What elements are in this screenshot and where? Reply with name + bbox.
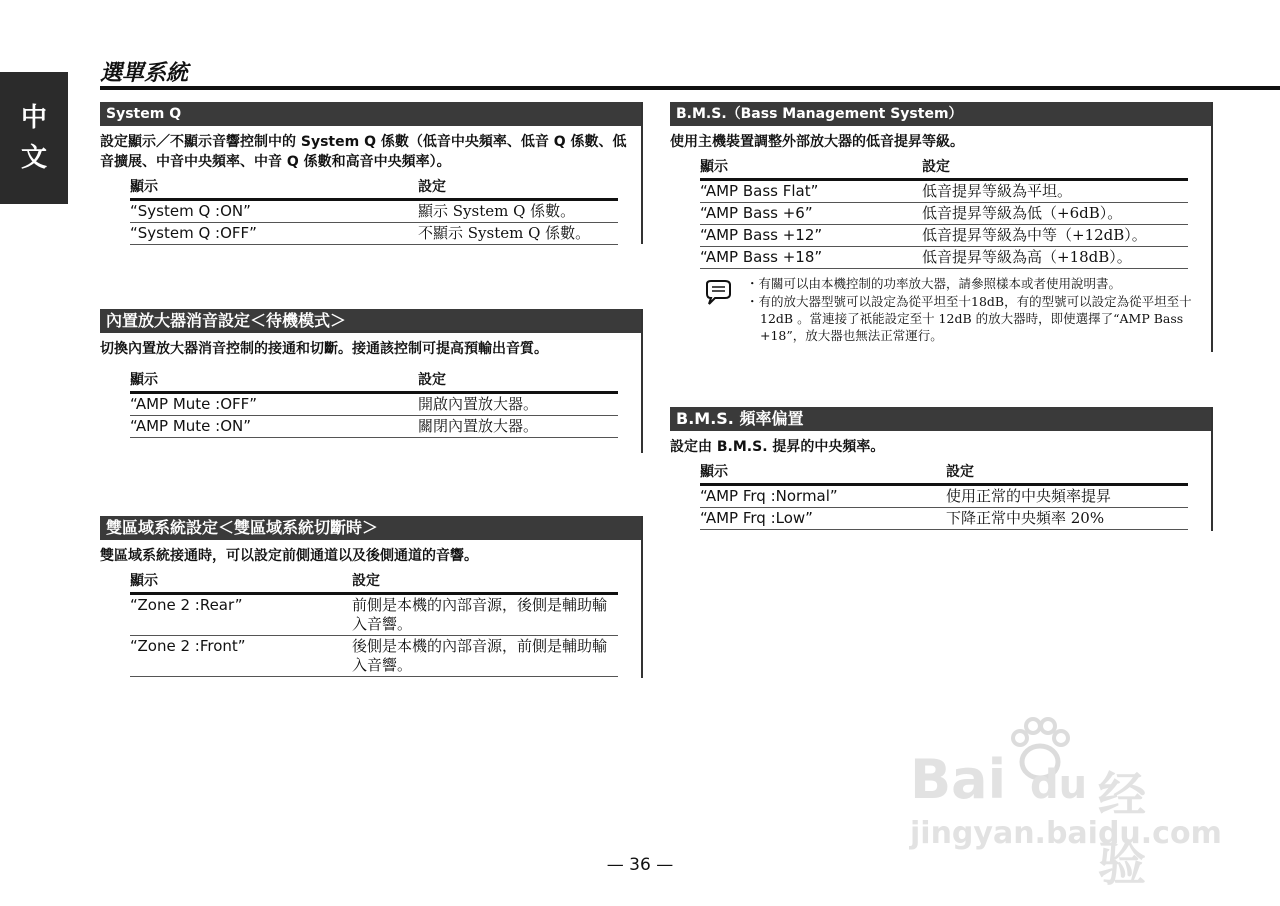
table-row (700, 247, 1188, 269)
page-title: 選單系統 (100, 61, 189, 86)
table-row (700, 180, 1188, 203)
section-title: B.M.S. 頻率偏置 (670, 407, 1212, 431)
setting-value: 關閉內置放大器。 (418, 416, 618, 438)
watermark-url: jingyan.baidu.com (910, 816, 1222, 851)
section-bms (670, 102, 1212, 269)
column-header-setting: 設定 (418, 369, 618, 393)
table-row (130, 200, 618, 223)
section-divider (1211, 407, 1213, 531)
display-value: “AMP Bass +12” (700, 225, 922, 247)
setting-value: 低音提昇等級為平坦。 (922, 180, 1188, 203)
watermark-brand-du: du (1030, 762, 1088, 808)
bullet: ・ (746, 294, 759, 309)
note-1 (746, 275, 1192, 292)
column-header-display: 顯示 (130, 369, 418, 393)
section-system-q (100, 102, 642, 245)
section-description: 切換內置放大器消音控制的接通和切斷。接通該控制可提高預輸出音質。 (100, 341, 548, 357)
column-header-setting: 設定 (418, 176, 618, 200)
section-divider (641, 102, 643, 244)
table-row (130, 636, 618, 677)
column-header-display: 顯示 (700, 461, 946, 485)
section-title: System Q (100, 102, 642, 126)
table-row (700, 485, 1188, 508)
table-row (700, 508, 1188, 530)
section-amp-mute (100, 309, 642, 438)
setting-value: 不顯示 System Q 係數。 (418, 223, 618, 245)
note-speech-icon (703, 280, 733, 306)
section-bms-frequency (670, 407, 1212, 530)
display-value: “Zone 2 :Front” (130, 636, 352, 677)
column-header-display: 顯示 (130, 176, 418, 200)
setting-value: 低音提昇等級為低（+6dB）。 (922, 203, 1188, 225)
settings-table (700, 461, 1188, 530)
language-tab-char-2: 文 (20, 143, 47, 173)
display-value: “AMP Frq :Low” (700, 508, 946, 530)
watermark-brand-jingyan: 经验 (1098, 767, 1147, 892)
column-header-setting: 設定 (352, 570, 618, 594)
column-header-setting: 設定 (922, 156, 1188, 180)
setting-value: 顯示 System Q 係數。 (418, 200, 618, 223)
table-row (700, 225, 1188, 247)
display-value: “AMP Frq :Normal” (700, 485, 946, 508)
setting-value: 低音提昇等級為高（+18dB）。 (922, 247, 1188, 269)
settings-table (700, 156, 1188, 269)
display-value: “System Q :OFF” (130, 223, 418, 245)
section-description: 設定顯示／不顯示音響控制中的 System Q 係數（低音中央頻率、低音 Q 係數、低音擴展、中音中央頻率、中音 Q 係數和高音中央頻率）。 (100, 134, 627, 170)
setting-value: 後側是本機的內部音源，前側是輔助輸入音響。 (352, 636, 618, 677)
note-text: 有關可以由本機控制的功率放大器，請參照樣本或者使用說明書。 (758, 276, 1122, 291)
watermark-brand: Bai (910, 748, 1007, 811)
section-divider (641, 309, 643, 453)
settings-table (130, 570, 618, 677)
title-rule (100, 86, 1280, 90)
table-row (130, 416, 618, 438)
setting-value: 開啟內置放大器。 (418, 393, 618, 416)
display-value: “AMP Bass +6” (700, 203, 922, 225)
display-value: “Zone 2 :Rear” (130, 594, 352, 636)
bullet: ・ (746, 276, 759, 291)
column-header-setting: 設定 (946, 461, 1188, 485)
table-row (130, 223, 618, 245)
section-divider (641, 516, 643, 678)
display-value: “AMP Bass +18” (700, 247, 922, 269)
display-value: “AMP Mute :OFF” (130, 393, 418, 416)
display-value: “AMP Bass Flat” (700, 180, 922, 203)
setting-value: 下降正常中央頻率 20% (946, 508, 1188, 530)
section-zone2 (100, 516, 642, 677)
section-description: 雙區域系統接通時，可以設定前側通道以及後側通道的音響。 (100, 548, 478, 564)
setting-value: 前側是本機的內部音源，後側是輔助輸入音響。 (352, 594, 618, 636)
section-title: 雙區域系統設定＜雙區域系統切斷時＞ (100, 516, 642, 540)
note-2 (746, 293, 1206, 344)
setting-value: 使用正常的中央頻率提昇 (946, 485, 1188, 508)
display-value: “System Q :ON” (130, 200, 418, 223)
settings-table (130, 176, 618, 245)
section-title: 內置放大器消音設定＜待機模式＞ (100, 309, 642, 333)
section-title: B.M.S.（Bass Management System） (670, 102, 1212, 126)
page-number: — 36 — (606, 855, 674, 875)
table-row (130, 393, 618, 416)
section-divider (1211, 102, 1213, 352)
table-row (700, 203, 1188, 225)
display-value: “AMP Mute :ON” (130, 416, 418, 438)
section-description: 使用主機裝置調整外部放大器的低音提昇等級。 (670, 134, 964, 150)
section-description: 設定由 B.M.S. 提昇的中央頻率。 (670, 439, 885, 455)
setting-value: 低音提昇等級為中等（+12dB）。 (922, 225, 1188, 247)
settings-table (130, 369, 618, 438)
language-tab-char-1: 中 (20, 103, 47, 133)
column-header-display: 顯示 (130, 570, 352, 594)
table-row (130, 594, 618, 636)
language-tab (0, 72, 68, 204)
column-header-display: 顯示 (700, 156, 922, 180)
note-text: 有的放大器型號可以設定為從平坦至十18dB，有的型號可以設定為從平坦至十 12dB 。當連接了祇能設定至十 12dB 的放大器時，即使選擇了“AMP Bass +18”，放大器也無法正常運行。 (758, 294, 1192, 343)
